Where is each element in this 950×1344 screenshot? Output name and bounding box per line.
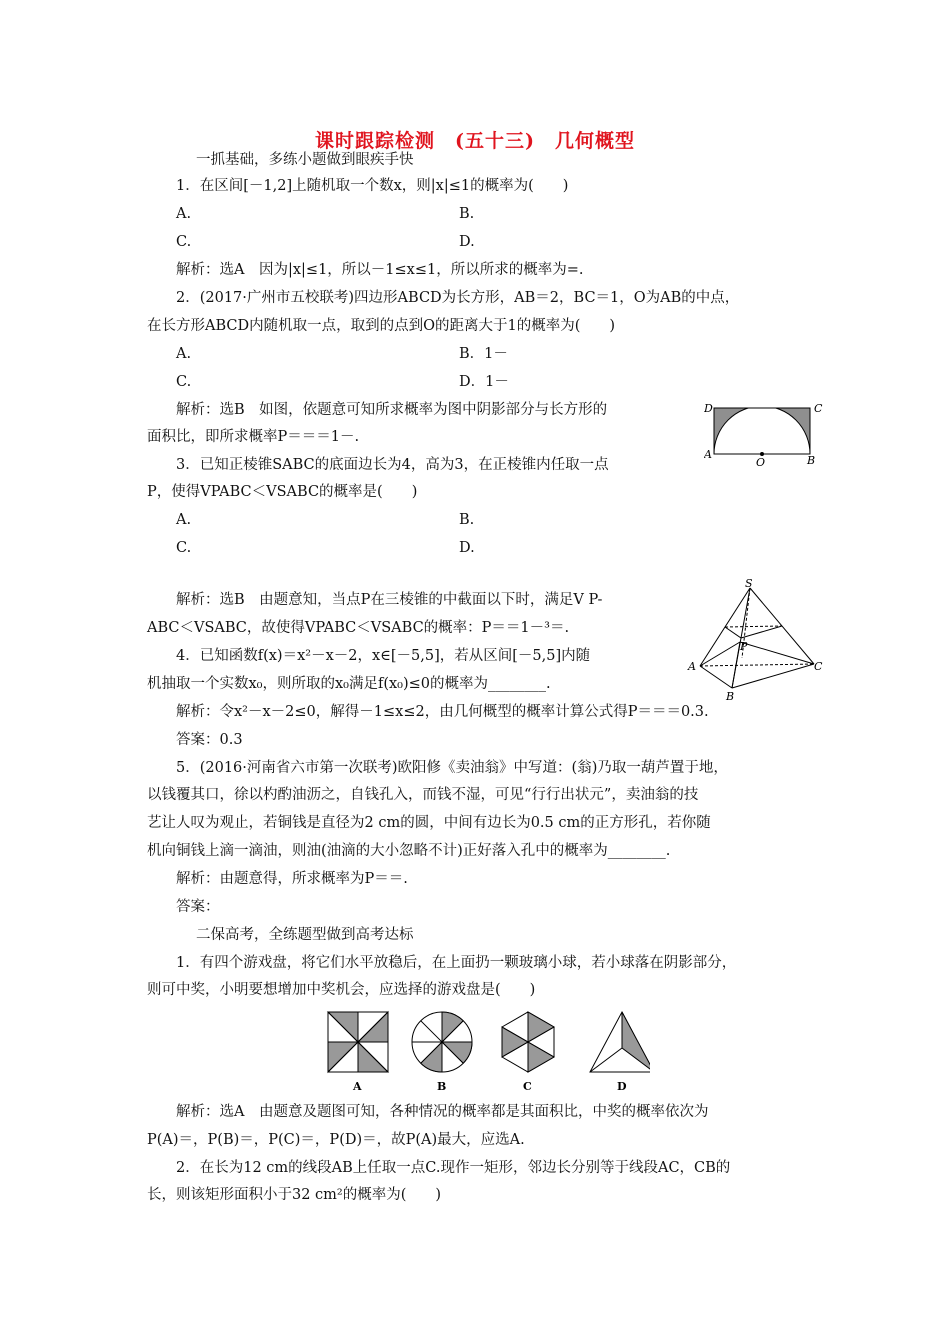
label-a: A: [688, 660, 696, 673]
q3-solution-line2: ABC＜VSABC，故使得VPABC＜VSABC的概率：P＝＝1－³＝.: [147, 620, 570, 636]
q4-solution: 解析：令x²－x－2≤0，解得－1≤x≤2，由几何概型的概率计算公式得P＝＝＝0.3.: [176, 704, 709, 720]
exam-q1-solution-line2: P(A)＝，P(B)＝，P(C)＝，P(D)＝，故P(A)最大，应选A.: [147, 1132, 525, 1148]
exam-question-2-line1: 2．在长为12 cm的线段AB上任取一点C.现作一矩形，邻边长分别等于线段AC，CB的: [176, 1160, 731, 1176]
q3-option-c: C.: [176, 540, 192, 556]
q2-solution-line2: 面积比，即所求概率P＝＝＝1－.: [147, 429, 360, 445]
label-a: A: [704, 448, 712, 461]
question-2-line1: 2．(2017·广州市五校联考)四边形ABCD为长方形，AB＝2，BC＝1，O为AB的中点，: [176, 290, 740, 306]
q5-answer: 答案：: [176, 899, 220, 915]
label-c: C: [814, 660, 823, 673]
q1-option-b: B.: [459, 206, 475, 222]
label-d: D: [704, 402, 713, 415]
q3-option-d: D.: [459, 540, 475, 556]
q3-solution-line1: 解析：选B 由题意知，当点P在三棱锥的中截面以下时，满足V P-: [176, 592, 603, 608]
q2-option-b: B．1－: [459, 346, 508, 362]
label-s: S: [745, 578, 753, 590]
q3-option-b: B.: [459, 512, 475, 528]
label-c: C: [814, 402, 823, 415]
question-3-line1: 3．已知正棱锥SABC的底面边长为4，高为3，在正棱锥内任取一点: [176, 457, 609, 473]
q2-option-c: C.: [176, 374, 192, 390]
question-2-line2: 在长方形ABCD内随机取一点，取到的点到O的距离大于1的概率为( ): [147, 318, 616, 334]
exam-question-1-line1: 1．有四个游戏盘，将它们水平放稳后，在上面扔一颗玻璃小球，若小球落在阴影部分，: [176, 955, 737, 971]
game-boards-figure: [320, 1008, 650, 1098]
game-board-d: [590, 1012, 650, 1072]
exam-q1-solution-line1: 解析：选A 由题意及题图可知，各种情况的概率都是其面积比，中奖的概率依次为: [176, 1104, 709, 1120]
question-5-line4: 机向铜钱上滴一滴油，则油(油滴的大小忽略不计)正好落入孔中的概率为________.: [147, 843, 671, 859]
q2-option-d: D．1－: [459, 374, 509, 390]
q3-option-a: A.: [176, 512, 192, 528]
q2-solution-line1: 解析：选B 如图，依题意可知所求概率为图中阴影部分与长方形的: [176, 402, 608, 418]
q1-option-c: C.: [176, 234, 192, 250]
section-heading-exam: 二保高考，全练题型做到高考达标: [196, 927, 414, 943]
question-3-line2: P，使得VPABC＜VSABC的概率是( ): [147, 484, 418, 500]
question-5-line3: 艺让人叹为观止，若铜钱是直径为2 cm的圆，中间有边长为0.5 cm的正方形孔，若你随: [147, 815, 711, 831]
question-1: 1．在区间[－1,2]上随机取一个数x，则|x|≤1的概率为( ): [176, 178, 569, 194]
q1-option-d: D.: [459, 234, 475, 250]
rectangle-semicircle-figure: [704, 398, 830, 468]
exam-question-2-line2: 长，则该矩形面积小于32 cm²的概率为( ): [147, 1187, 442, 1203]
q1-solution: 解析：选A 因为|x|≤1，所以－1≤x≤1，所以所求的概率为=.: [176, 262, 584, 278]
board-label-a: A: [353, 1080, 362, 1093]
board-label-b: B: [437, 1080, 447, 1093]
question-5-line2: 以钱覆其口，徐以杓酌油沥之，自钱孔入，而钱不湿，可见“行行出状元”，卖油翁的技: [147, 787, 699, 803]
board-label-d: D: [617, 1080, 627, 1093]
q2-option-a: A.: [176, 346, 192, 362]
game-board-c: [502, 1012, 554, 1072]
label-p: P: [740, 640, 748, 653]
pyramid-figure: [684, 578, 824, 702]
game-board-a: [328, 1012, 388, 1072]
q4-answer: 答案：0.3: [176, 732, 243, 748]
section-heading-basic: 一抓基础，多练小题做到眼疾手快: [196, 152, 414, 168]
page-title: 课时跟踪检测 (五十三) 几何概型: [315, 130, 635, 152]
label-b: B: [726, 690, 735, 702]
question-4-line2: 机抽取一个实数x₀，则所取的x₀满足f(x₀)≤0的概率为________.: [147, 676, 551, 692]
board-label-c: C: [523, 1080, 532, 1093]
q1-option-a: A.: [176, 206, 192, 222]
q5-solution: 解析：由题意得，所求概率为P＝＝.: [176, 871, 408, 887]
label-b: B: [807, 454, 816, 467]
question-5-line1: 5．(2016·河南省六市第一次联考)欧阳修《卖油翁》中写道：(翁)乃取一葫芦置于地，: [176, 760, 728, 776]
label-o: O: [756, 456, 766, 468]
game-board-b: [412, 1012, 472, 1072]
exam-question-1-line2: 则可中奖，小明要想增加中奖机会，应选择的游戏盘是( ): [147, 982, 536, 998]
question-4-line1: 4．已知函数f(x)＝x²－x－2，x∈[－5,5]，若从区间[－5,5]内随: [176, 648, 591, 664]
